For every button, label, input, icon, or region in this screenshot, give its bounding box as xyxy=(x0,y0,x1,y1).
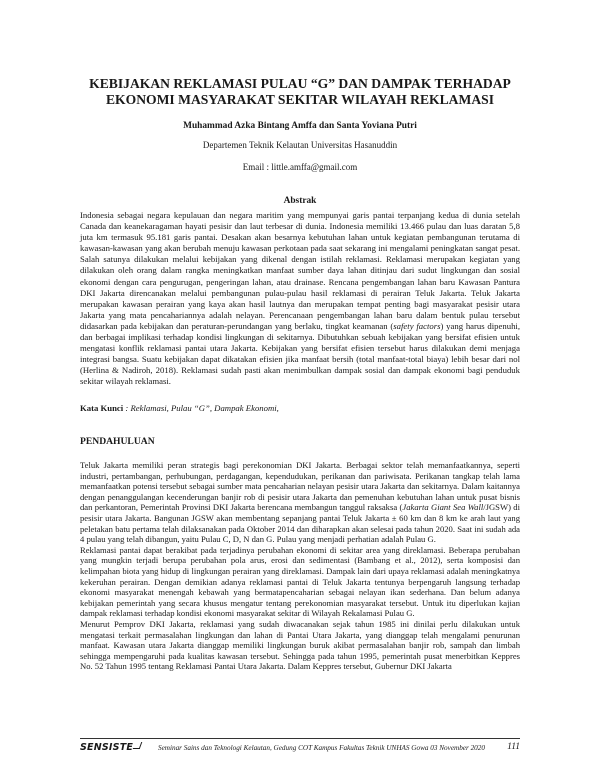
affiliation: Departemen Teknik Kelautan Universitas Hasanuddin xyxy=(202,140,398,150)
paper-title-line-1: KEBIJAKAN REKLAMASI PULAU “G” DAN DAMPAK TERHADAP xyxy=(89,76,511,91)
abstract-text xyxy=(80,210,520,388)
footer-logo-text: SENSISTE xyxy=(80,742,134,753)
footer-divider xyxy=(80,738,520,739)
keywords-label: Kata Kunci xyxy=(80,403,124,413)
page-number: 111 xyxy=(507,742,520,752)
paragraph-1-italic: Jakarta Giant Sea Wall xyxy=(402,502,484,513)
paragraph-1-part-b: /JGSW) di pesisir utara Jakarta. Bangunan JGSW akan membentang sepanjang pantai Teluk Jakarta ± 60 km dan 8 km ke arah laut yang peletakan batu pertama telah dilaksanakan pada Oktober 2014 dan diharapkan akan selesai pada tahun 2020. Saat ini sudah ada 4 pulau yang telah dibangun, yaitu Pulau C, D, N dan G. Pulau yang menjadi perhatian adalah Pulau G. xyxy=(80,502,520,545)
paragraph-2: Reklamasi pantai dapat berakibat pada terjadinya perubahan ekonomi di sekitar area yang direklamasi. Beberapa perubahan yang mungkin terjadi berupa perubahan pola arus, erosi dan sedimentasi (Bambang et al., 2012), serta komposisi dan kelimpahan biota yang hidup di lingkungan perairan yang direklamasi. Dampak lain dari upaya reklamasi adalah meningkatnya kekeruhan perairan. Dengan demikian adanya reklamasi pantai di Teluk Jakarta tentunya berpengaruh langsung terhadap ekonomi masyarakat menengah kebawah yang bermatapencaharian sebagai nelayan ikan sederhana. Dan belum adanya kebijakan pemerintah yang secara khusus mengatur tentang perekonomian masyarakat tersebut. Untuk itu diperlukan kajian dampak reklamasi terhadap kondisi ekonomi masyarakat sekitar di Wilayah Rekalamasi Pulau G. xyxy=(80,544,520,619)
paragraph-3: Menurut Pemprov DKI Jakarta, reklamasi yang sudah diwacanakan sejak tahun 1985 ini dinilai perlu dilakukan untuk mengatasi terkait permasalahan lingkungan dan lahan di Pantai Utara Jakarta, yang dianggap telah mengalami penurunan manfaat. Kawasan utara Jakarta dianggap memiliki lingkungan buruk akibat permasalahan banjir rob, sampah dan limbah sehingga mempengaruhi pada kualitas kawasan tersebut. Sehingga pada tahun 1995, pemerintah pusat menerbitkan Keppres No. 52 Tahun 1995 tentang Reklamasi Pantai Utara Jakarta. Dalam Keppres tersebut, Gubernur DKI Jakarta xyxy=(80,618,520,672)
section-body xyxy=(80,460,520,672)
logo-mark-icon xyxy=(133,742,143,749)
abstract-italic-term: safety factors xyxy=(393,320,441,331)
abstract-text-part-1: Indonesia sebagai negara kepulauan dan negara maritim yang mempunyai garis pantai terpanjang kedua di dunia setelah Canada dan keanekaragaman hayati pesisir dan laut terbesar di dunia. Indonesia memiliki 13.466 pulau dan luas daratan 5,8 juta km termasuk 95.181 garis pantai. Desakan akan besarnya kebutuhan lahan untuk kegiatan pembangunan terutama di kawasan-kawasan yang akan berubah menuju kawasan perkotaan pada saat sekarang ini mengalami peningkatan sangat pesat. Salah satunya dilakukan melalui kebijakan yang dikenal dengan istilah reklamasi. Reklamasi merupakan kegiatan yang dilakukan oleh orang dalam rangka meningkatkan manfaat sumber daya lahan ditinjau dari sudut lingkungan dan sosial ekonomi dengan cara pengurugan, pengeringan lahan, atau drainase. Rencana pengembangan lahan baru Kawasan Pantura DKI Jakarta direncanakan melalui pembangunan pulau-pulau hasil reklamasi di perairan Teluk Jakarta. Teluk Jakarta merupakan kawasan perairan yang kaya akan hasil lautnya dan merupakan tempat penting bagi masyarakat pesisir utara Jakarta yang mata pencahariannya adalah nelayan. Perencanaan pengembangan lahan baru dalam bentuk pulau tersebut didasarkan pada kebijakan dan peraturan-perundangan yang berlaku, tingkat keamanan ( xyxy=(80,210,520,331)
footer-logo xyxy=(80,742,141,753)
email: Email : little.amffa@gmail.com xyxy=(242,162,358,172)
footer-text: Seminar Sains dan Teknologi Kelautan, Gedung COT Kampus Fakultas Teknik UNHAS Gowa 03 November 2020 xyxy=(158,744,485,752)
paper-title-line-2: EKONOMI MASYARAKAT SEKITAR WILAYAH REKLAMASI xyxy=(105,92,494,107)
paragraph-1 xyxy=(80,460,520,545)
abstract-heading: Abstrak xyxy=(283,196,317,206)
authors: Muhammad Azka Bintang Amffa dan Santa Yoviana Putri xyxy=(183,121,417,131)
abstract-text-part-2: ) yang harus dipenuhi, dan berbagai implikasi terhadap kondisi lingkungan di sekitarnya. Dibutuhkan sebuah kebijakan yang bersifat efisien untuk mengatasi konflik reklamasi pantai utara Jakarta. Kebijakan yang bersifat efisien tersebut harus dilakukan demi menjaga integrasi bangsa. Suatu kebijakan dapat dikatakan efisien jika manfaat bersih (total manfaat-total biaya) lebih besar dari nol (Herlina & Nadiroh, 2018). Reklamasi sudah pasti akan menimbulkan dampak sosial dan dampak ekonomi bagi penduduk sekitar wilayah reklamasi. xyxy=(80,320,521,387)
section-heading: PENDAHULUAN xyxy=(80,436,155,447)
keywords xyxy=(80,403,520,413)
keywords-values: : Reklamasi, Pulau “G”, Dampak Ekonomi, xyxy=(125,403,279,413)
paragraph-1-part-a: Teluk Jakarta memiliki peran strategis bagi perekonomian DKI Jakarta. Berbagai sektor telah memanfaatkannya, seperti industri, pertambangan, perhubungan, perdagangan, kependudukan, perikanan dan pariwisata. Perikanan tangkap telah lama memanfaatkan potensi tersebut sebagai sumber mata pencaharian nelayan pesisir utara Jakarta dan sekitarnya. Dalam kaitannya dengan penanggulangan kecenderungan banjir rob di pesisir utara Jakarta dan pemenuhan kebutuhan lahan untuk pusat bisnis dan perkantoran, Pemerintah Provinsi DKI Jakarta berencana membangun tanggul raksaksa ( xyxy=(80,460,520,513)
